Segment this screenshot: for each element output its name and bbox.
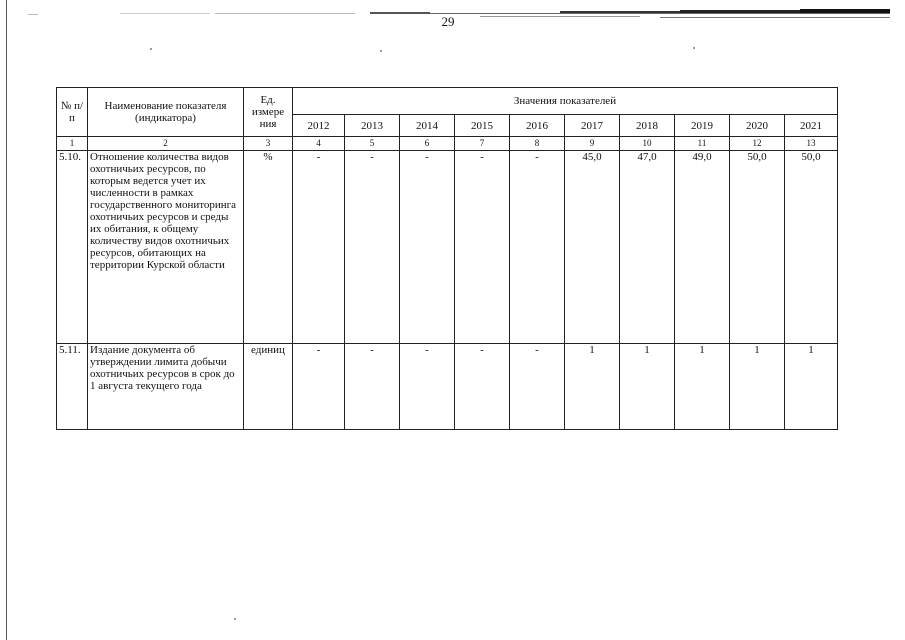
- row-value: -: [455, 151, 510, 344]
- row-value: 50,0: [785, 151, 838, 344]
- page-number: 29: [436, 14, 460, 30]
- row-value: 1: [730, 344, 785, 430]
- column-number: 2: [88, 137, 244, 151]
- row-value: 1: [620, 344, 675, 430]
- header-year: 2015: [455, 115, 510, 137]
- column-number: 10: [620, 137, 675, 151]
- header-year: 2017: [565, 115, 620, 137]
- scan-left-edge: [6, 0, 7, 640]
- row-value: -: [400, 151, 455, 344]
- header-unit: Ед. измере ния: [244, 88, 293, 137]
- header-year: 2018: [620, 115, 675, 137]
- column-number: 6: [400, 137, 455, 151]
- column-number: 4: [293, 137, 345, 151]
- row-value: 45,0: [565, 151, 620, 344]
- header-year: 2019: [675, 115, 730, 137]
- header-values-group: Значения показателей: [293, 88, 838, 115]
- row-name: Отношение количества видов охотничьих ресурсов, по которым ведется учет их численности в рамках государственного мониторинга охотничьих ресурсов и среды их обитания, к общему количеству видов охотничьих ресурсов, обитающих на территории Курской области: [88, 151, 244, 344]
- column-number: 1: [57, 137, 88, 151]
- row-value: -: [455, 344, 510, 430]
- scan-speck: [693, 47, 695, 49]
- header-year: 2014: [400, 115, 455, 137]
- row-value: -: [293, 344, 345, 430]
- row-value: 1: [785, 344, 838, 430]
- column-numbers-row: [57, 137, 838, 151]
- row-unit: единиц: [244, 344, 293, 430]
- column-number: 13: [785, 137, 838, 151]
- table-row: [57, 344, 838, 430]
- column-number: 5: [345, 137, 400, 151]
- header-num: № п/п: [57, 88, 88, 137]
- column-number: 9: [565, 137, 620, 151]
- row-value: -: [510, 151, 565, 344]
- column-number: 7: [455, 137, 510, 151]
- row-num: 5.11.: [57, 344, 88, 430]
- row-value: 50,0: [730, 151, 785, 344]
- header-row-1: [57, 88, 838, 115]
- row-value: -: [345, 344, 400, 430]
- scan-speck: [150, 48, 152, 50]
- column-number: 3: [244, 137, 293, 151]
- row-value: -: [400, 344, 455, 430]
- header-year: 2021: [785, 115, 838, 137]
- row-value: 49,0: [675, 151, 730, 344]
- header-name: Наименование показателя (индикатора): [88, 88, 244, 137]
- row-num: 5.10.: [57, 151, 88, 344]
- row-value: 1: [565, 344, 620, 430]
- header-year: 2016: [510, 115, 565, 137]
- scan-speck: [380, 50, 382, 52]
- header-year: 2013: [345, 115, 400, 137]
- column-number: 8: [510, 137, 565, 151]
- row-value: 47,0: [620, 151, 675, 344]
- row-value: 1: [675, 344, 730, 430]
- row-name: Издание документа об утверждении лимита добычи охотничьих ресурсов в срок до 1 августа текущего года: [88, 344, 244, 430]
- table-row: [57, 151, 838, 344]
- indicators-table: [56, 87, 838, 430]
- column-number: 11: [675, 137, 730, 151]
- row-value: -: [345, 151, 400, 344]
- header-year: 2020: [730, 115, 785, 137]
- column-number: 12: [730, 137, 785, 151]
- row-unit: %: [244, 151, 293, 344]
- scan-speck: [234, 618, 236, 620]
- row-value: -: [293, 151, 345, 344]
- row-value: -: [510, 344, 565, 430]
- header-year: 2012: [293, 115, 345, 137]
